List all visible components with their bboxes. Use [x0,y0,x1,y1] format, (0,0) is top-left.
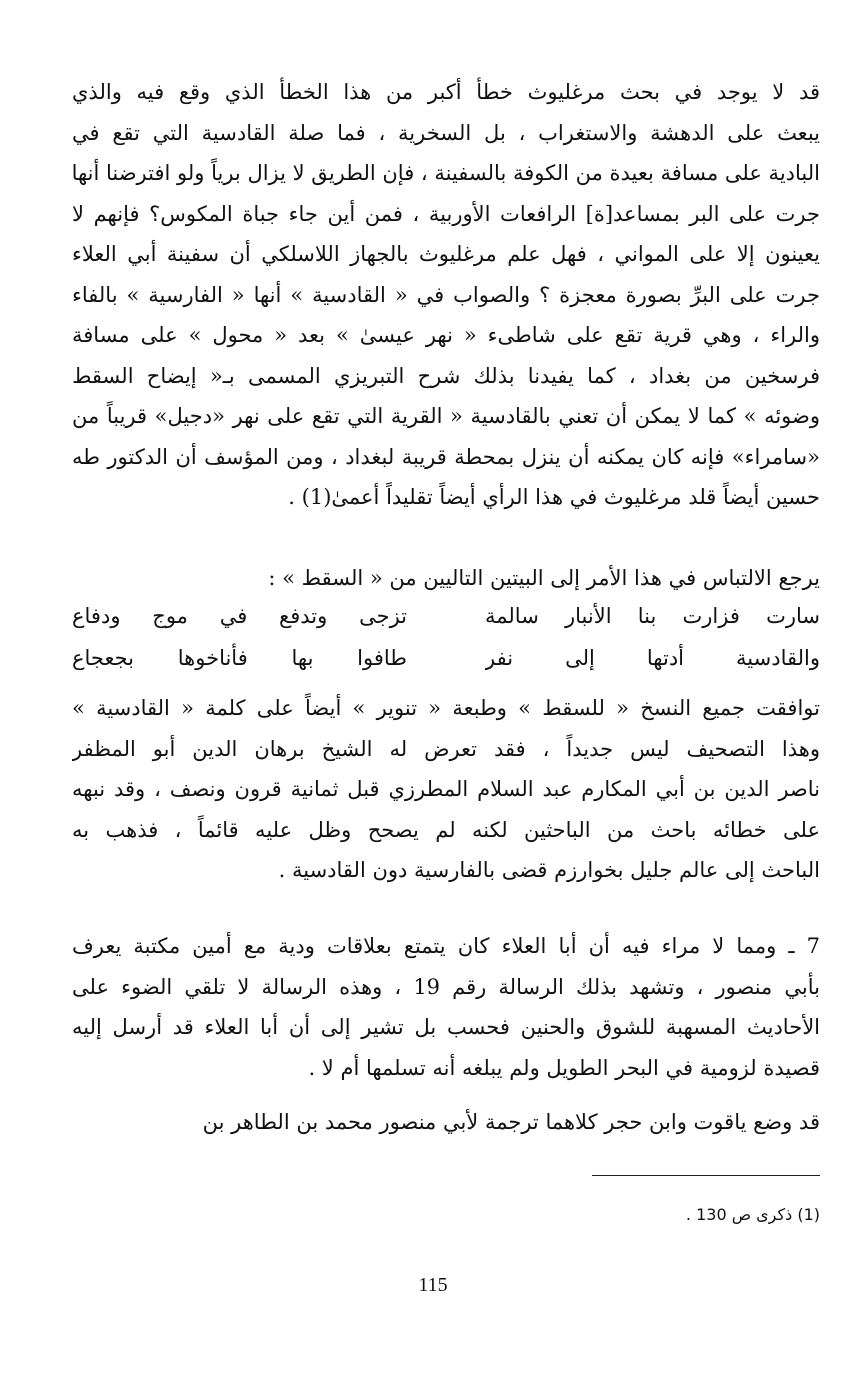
poem-hemistich-first: سارت فزارت بنا الأنبار سالمة [485,604,820,628]
text-line: جرت على البرِّ بصورة معجزة ؟ والصواب في « القادسية » أنها « الفارسية » بالفاء [72,282,820,307]
paragraph-1 [72,72,820,518]
text-line: على خطائه باحث من الباحثين لكنه لم يصحح وظل عليه قائماً ، فذهب به [72,817,820,842]
text-line: والراء ، وهي قرية تقع على شاطىء « نهر عيسىٰ » بعد « محول » على مسافة [72,323,820,347]
text-line: قصيدة لزومية في البحر الطويل ولم يبلغه أنه تسلمها أم لا . [308,1055,820,1080]
text-line: وضوئه » كما لا يمكن أن تعني بالقادسية « القرية التي تقع على نهر «دجيل» قريباً من [72,404,820,428]
text-line: ناصر الدين بن أبي المكارم عبد السلام المطرزي قبل ثمانية قرون ونصف ، وقد نبهه [72,777,820,801]
poem-verse [72,638,820,680]
text-line: «سامراء» فإنه كان يمكنه أن ينزل بمحطة قريبة لبغداد ، ومن المؤسف أن الدكتور طه [72,444,820,469]
paragraph-5 [72,1102,820,1143]
text-line: قد وضع ياقوت وابن حجر كلاهما ترجمة لأبي منصور محمد بن الطاهر بن [202,1110,820,1134]
text-line: بأبي منصور ، وتشهد بذلك الرسالة رقم 19 ، وهذه الرسالة لا تلقي الضوء على [72,974,820,999]
text-line: توافقت جميع النسخ « للسقط » وطبعة « تنوير » أيضاً على كلمة « القادسية » [72,696,820,720]
text-line: حسين أيضاً قلد مرغليوث في هذا الرأي أيضاً تقليداً أعمىٰ(1) . [288,485,820,509]
text-line: قد لا يوجد في بحث مرغليوث خطأ أكبر من هذا الخطأ الذي وقع فيه والذي [72,80,820,104]
poem-verse [72,596,820,638]
text-line: البادية على مسافة بعيدة من الكوفة بالسفينة ، فإن الطريق لا يزال برياً ولو افترضنا أنها [72,161,820,185]
footnote: (1) ذكرى ص 130 . [685,1205,820,1224]
text-line: يعينون إلا على المواني ، فهل علم مرغليوث بالجهاز اللاسلكي أن سفينة أبي العلاء [72,242,820,266]
text-line: يرجع الالتباس في هذا الأمر إلى البيتين التاليين من « السقط » : [268,566,820,590]
paragraph-4 [72,926,820,1088]
text-line: الأحاديث المسهبة للشوق والحنين فحسب بل تشير إلى أن أبا العلاء قد أرسل إليه [72,1015,820,1039]
page-number: 115 [418,1274,448,1296]
text-line: فرسخين من بغداد ، كما يفيدنا بذلك شرح التبريزي المسمى بـ« إيضاح السقط [72,363,820,388]
text-line: جرت على البر بمساعد[ة] الرافعات الأوربية ، فمن أين جاء جباة المكوس؟ فإنهم لا [72,201,820,226]
poem-hemistich-second: تزجى وتدفع في موج ودفاع [72,604,407,628]
text-line: 7 ـ ومما لا مراء فيه أن أبا العلاء كان يتمتع بعلاقات ودية مع أمين مكتبة يعرف [72,934,820,958]
text-line: الباحث إلى عالم جليل بخوارزم قضى بالفارسية دون القادسية . [278,858,820,882]
poem [72,596,820,680]
footnote-separator [592,1175,820,1176]
text-line: وهذا التصحيف ليس جديداً ، فقد تعرض له الشيخ برهان الدين أبو المظفر [72,736,820,761]
poem-hemistich-second: طافوا بها فأناخوها بجعجاع [72,646,407,670]
paragraph-3 [72,688,820,891]
paragraph-2 [72,558,820,599]
text-line: يبعث على الدهشة والاستغراب ، بل السخرية ، فما صلة القادسية التي تقع في [72,120,820,145]
poem-hemistich-first: والقادسية أدتها إلى نفر [485,646,820,670]
